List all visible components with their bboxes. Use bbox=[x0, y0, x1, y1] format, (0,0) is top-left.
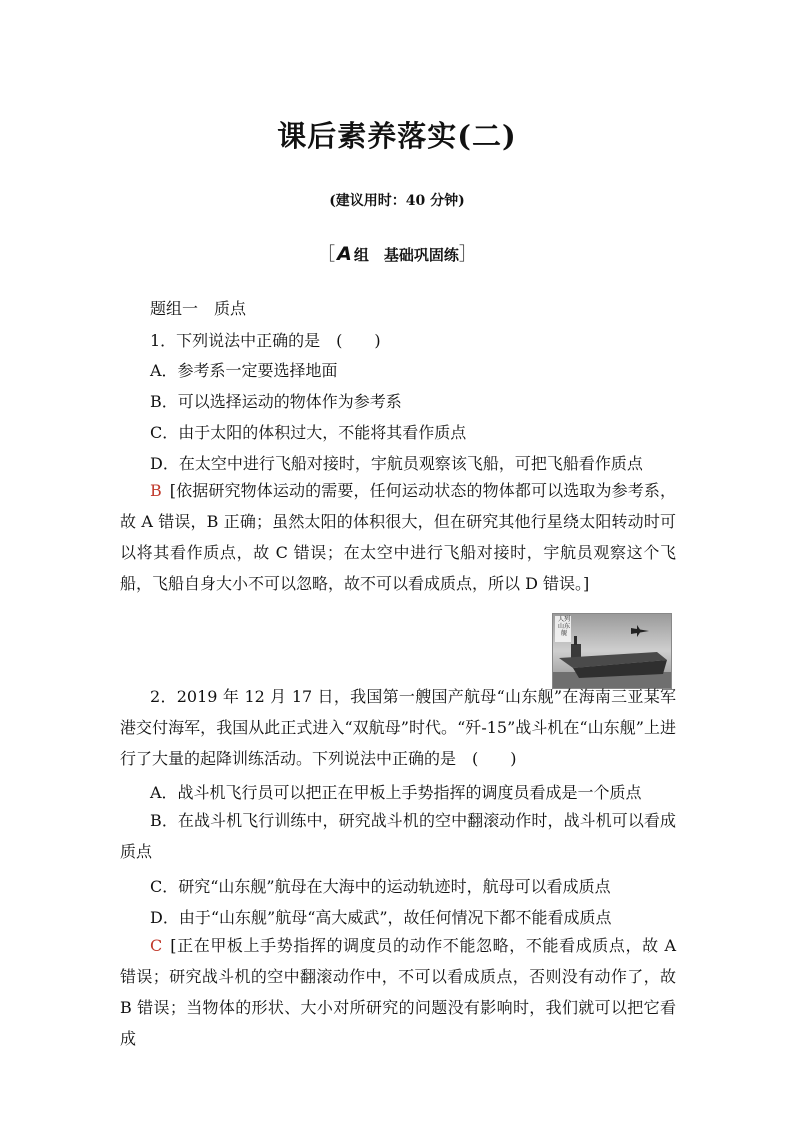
photo-caption-char-1: 人 bbox=[557, 616, 564, 623]
time-suggestion: (建议用时：40 分钟) bbox=[329, 193, 465, 209]
q1-answer-block bbox=[120, 475, 676, 599]
q1-option-d: D．在太空中进行飞船对接时，宇航员观察该飞船，可把飞船看作质点 bbox=[150, 454, 643, 473]
photo-caption bbox=[556, 616, 572, 637]
q1-explanation: [依据研究物体运动的需要，任何运动状态的物体都可以选取为参考系，故 A 错误，B 正确；虽然太阳的体积很大，但在研究其他行星绕太阳转动时可以将其看作质点，故 C 错误；在太空中进行飞船对接时，宇航员观察这个飞船，飞船自身大小不可以忽略，故不可以看成质点，所以 D 错误。] bbox=[120, 481, 676, 593]
q1-option-b: B．可以选择运动的物体作为参考系 bbox=[150, 392, 402, 411]
group-bracket-open: ［ bbox=[317, 244, 336, 265]
section-label: 题组一 质点 bbox=[150, 299, 247, 318]
q1-option-c: C．由于太阳的体积过大，不能将其看作质点 bbox=[150, 423, 467, 442]
q2-option-b-block bbox=[120, 805, 676, 867]
group-bracket-close: ］ bbox=[458, 244, 477, 265]
q2-option-a: A．战斗机飞行员可以把正在甲板上手势指挥的调度员看成是一个质点 bbox=[150, 783, 642, 802]
q2-explanation: [正在甲板上手势指挥的调度员的动作不能忽略，不能看成质点，故 A 错误；研究战斗机的空中翻滚动作中，不可以看成质点，否则没有动作了，故 B 错误；当物体的形状、大小对所研究的问题没有影响时，我们就可以把它看成 bbox=[120, 936, 676, 1048]
q2-stem-text: 2．2019 年 12 月 17 日，我国第一艘国产航母“山东舰”在海南三亚某军港交付海军，我国从此正式进入“双航母”时代。“歼-15”战斗机在“山东舰”上进行了大量的起降训练活动。下列说法中正确的是 ( ) bbox=[120, 687, 676, 768]
q1-option-a: A．参考系一定要选择地面 bbox=[150, 361, 338, 380]
q2-option-b: B．在战斗机飞行训练中，研究战斗机的空中翻滚动作时，战斗机可以看成质点 bbox=[120, 811, 676, 861]
q2-option-d: D．由于“山东舰”航母“高大威武”，故任何情况下都不能看成质点 bbox=[150, 908, 612, 927]
photo-caption-char-3: 山 bbox=[557, 623, 564, 630]
carrier-photo bbox=[552, 613, 672, 689]
photo-caption-char-4: 东 bbox=[564, 623, 571, 630]
photo-caption-char-5: 舰 bbox=[560, 630, 567, 637]
q2-answer-letter: C bbox=[150, 936, 163, 955]
q2-stem bbox=[120, 681, 676, 774]
group-label: 组 基础巩固练 bbox=[353, 246, 459, 264]
page-title: 课后素养落实(二) bbox=[277, 119, 517, 153]
group-letter: A bbox=[337, 243, 352, 265]
q1-answer-letter: B bbox=[150, 481, 162, 500]
q2-option-c: C．研究“山东舰”航母在大海中的运动轨迹时，航母可以看成质点 bbox=[150, 877, 611, 896]
q1-stem: 1．下列说法中正确的是 ( ) bbox=[150, 331, 381, 350]
photo-caption-char-2: 列 bbox=[564, 616, 571, 623]
group-heading bbox=[0, 240, 794, 266]
q2-answer-block bbox=[120, 930, 676, 1054]
